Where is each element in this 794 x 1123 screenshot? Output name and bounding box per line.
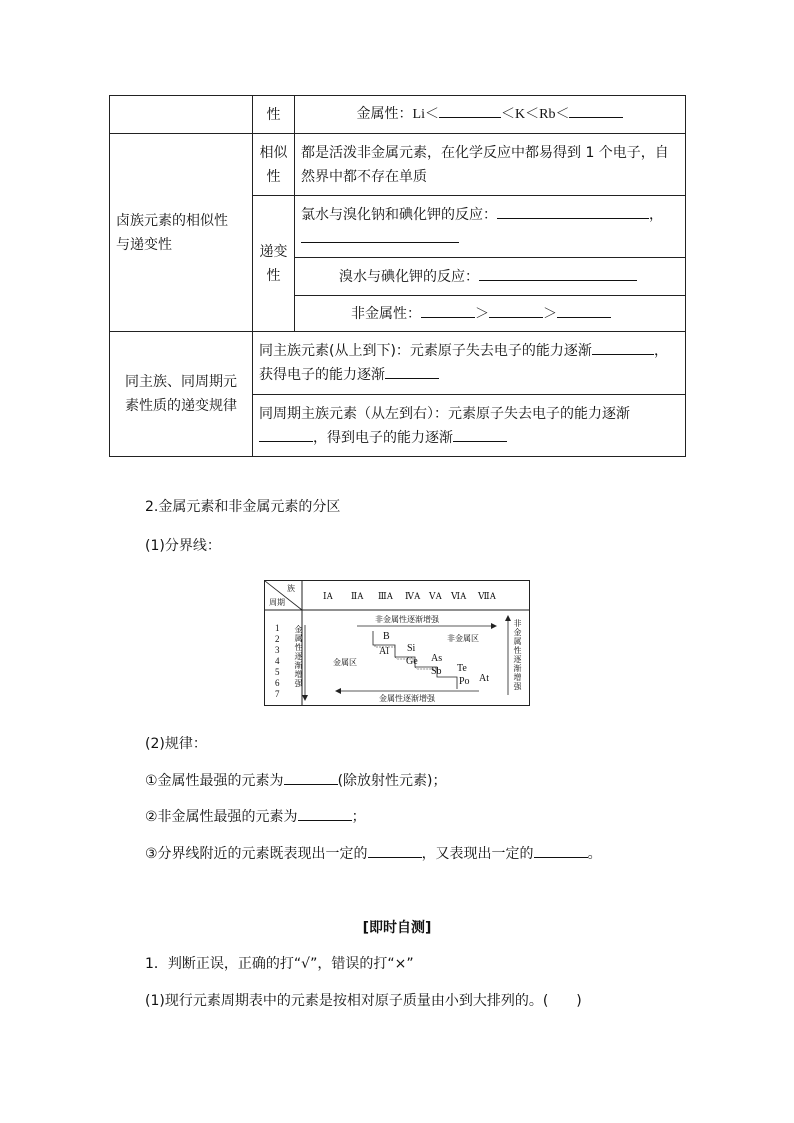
answer-blank[interactable] bbox=[439, 103, 501, 118]
element-as: As bbox=[431, 653, 443, 664]
bottom-arrow-label: 金属性逐渐增强 bbox=[379, 694, 435, 703]
metal-prefix: 金属性： bbox=[356, 106, 413, 122]
answer-blank[interactable] bbox=[421, 303, 475, 318]
reaction-1-label: 氯水与溴化钠和碘化钾的反应： bbox=[301, 206, 497, 223]
rule-3-text-b: ，又表现出一定的 bbox=[421, 846, 534, 862]
selftest-heading: [即时自测] bbox=[362, 920, 432, 936]
answer-blank[interactable] bbox=[557, 303, 611, 318]
rule-3-text-a: ③分界线附近的元素既表现出一定的 bbox=[145, 846, 368, 862]
group-law-cell bbox=[253, 332, 686, 395]
rule-1-text-a: ①金属性最强的元素为 bbox=[145, 773, 284, 789]
comma: ， bbox=[649, 206, 663, 223]
lt-sign: ＜ bbox=[500, 106, 515, 122]
gt-sign: ＞ bbox=[543, 305, 557, 322]
group-label: ⅥA bbox=[451, 591, 467, 601]
period-label: 1 bbox=[275, 623, 280, 633]
rule-2 bbox=[145, 806, 366, 827]
top-arrow-label: 非金属性逐渐增强 bbox=[375, 615, 439, 624]
rule-3-text-c: 。 bbox=[587, 846, 602, 862]
metal-nonmetal-zone-figure bbox=[264, 580, 530, 706]
answer-blank[interactable] bbox=[284, 770, 338, 785]
summary-table bbox=[109, 95, 686, 457]
rule-1 bbox=[145, 770, 447, 791]
answer-blank[interactable] bbox=[259, 427, 313, 442]
period-label: 2 bbox=[275, 634, 280, 644]
group-label: ⅡA bbox=[351, 591, 364, 601]
rule-3 bbox=[145, 843, 602, 864]
element-po: Po bbox=[459, 676, 470, 687]
rule-2-text-b: ； bbox=[351, 809, 366, 825]
corner-group-label: 族 bbox=[287, 584, 295, 593]
symbol-rb: Rb bbox=[539, 107, 556, 122]
reaction-2-label: 溴水与碘化钾的反应： bbox=[339, 268, 479, 285]
rule-2-text-a: ②非金属性最强的元素为 bbox=[145, 809, 298, 825]
answer-blank[interactable] bbox=[479, 266, 637, 281]
lt-sign: ＜ bbox=[555, 106, 570, 122]
rules-subtitle: (2)规律： bbox=[145, 736, 207, 752]
section-2-title: 2.金属元素和非金属元素的分区 bbox=[145, 499, 341, 515]
group-label: ⅤA bbox=[429, 591, 442, 601]
metal-zone-label: 金属区 bbox=[333, 658, 357, 667]
answer-blank[interactable] bbox=[453, 427, 507, 442]
answer-blank[interactable] bbox=[368, 843, 422, 858]
left-vertical-label: 金属性逐渐增强 bbox=[294, 625, 303, 688]
lt-sign: ＜ bbox=[525, 106, 540, 122]
symbol-li: Li bbox=[412, 107, 425, 122]
period-law-text-b: ，得到电子的能力逐渐 bbox=[313, 429, 453, 446]
nonmetal-zone-label: 非金属区 bbox=[447, 634, 479, 643]
nonmetal-order-cell bbox=[295, 296, 686, 332]
group-label: ⅠA bbox=[323, 591, 334, 601]
reaction-1-cell bbox=[295, 196, 686, 258]
period-law-cell bbox=[253, 395, 686, 457]
nonmetal-label: 非金属性： bbox=[351, 305, 421, 322]
period-label: 7 bbox=[275, 689, 280, 699]
reaction-2-cell bbox=[295, 258, 686, 296]
variation-head: 递变性 bbox=[253, 196, 295, 332]
right-vertical-label: 非金属性逐渐增强 bbox=[513, 619, 522, 691]
answer-blank[interactable] bbox=[298, 806, 352, 821]
group-law-text-a: 同主族元素(从上到下)：元素原子失去电子的能力逐渐 bbox=[259, 343, 592, 359]
corner-period-label: 周期 bbox=[269, 598, 285, 607]
period-label: 6 bbox=[275, 678, 280, 688]
rule-1-text-b: (除放射性元素)； bbox=[337, 773, 447, 789]
period-label: 4 bbox=[275, 656, 280, 666]
metal-order-cell bbox=[295, 96, 686, 134]
group-label: ⅣA bbox=[405, 591, 421, 601]
gt-sign: ＞ bbox=[475, 305, 489, 322]
period-law-text-a: 同周期主族元素（从左到右）：元素原子失去电子的能力逐渐 bbox=[259, 405, 630, 422]
answer-blank[interactable] bbox=[497, 204, 649, 219]
element-te: Te bbox=[457, 663, 467, 674]
similarity-head: 相似性 bbox=[253, 134, 295, 196]
period-label: 5 bbox=[275, 667, 280, 677]
element-b: B bbox=[383, 631, 390, 642]
group-label: ⅢA bbox=[378, 591, 394, 601]
answer-blank[interactable] bbox=[569, 103, 623, 118]
halogen-label: 卤族元素的相似性与递变性 bbox=[110, 134, 253, 332]
similarity-text: 都是活泼非金属元素，在化学反应中都易得到 1 个电子，自然界中都不存在单质 bbox=[295, 134, 686, 196]
group-law-text-b: ，获得电子的能力逐渐 bbox=[259, 343, 668, 383]
answer-blank[interactable] bbox=[592, 340, 654, 355]
question-1-1: (1)现行元素周期表中的元素是按相对原子质量由小到大排列的。( ) bbox=[145, 993, 582, 1009]
question-1: 1．判断正误，正确的打“√”，错误的打“×” bbox=[145, 956, 414, 972]
period-label: 3 bbox=[275, 645, 280, 655]
law-label: 同主族、同周期元素性质的递变规律 bbox=[110, 332, 253, 457]
group-label: ⅦA bbox=[478, 591, 497, 601]
lt-sign: ＜ bbox=[424, 106, 439, 122]
answer-blank[interactable] bbox=[301, 228, 459, 243]
boundary-subtitle: (1)分界线： bbox=[145, 538, 221, 554]
answer-blank[interactable] bbox=[489, 303, 543, 318]
answer-blank[interactable] bbox=[534, 843, 588, 858]
symbol-k: K bbox=[514, 107, 526, 122]
empty-cell bbox=[110, 96, 253, 134]
answer-blank[interactable] bbox=[385, 364, 439, 379]
element-al: Al bbox=[379, 646, 389, 657]
element-at: At bbox=[479, 673, 489, 684]
row-head-metal: 性 bbox=[253, 96, 295, 134]
element-sb: Sb bbox=[431, 666, 442, 677]
element-ge: Ge bbox=[406, 656, 418, 667]
element-si: Si bbox=[407, 643, 416, 654]
